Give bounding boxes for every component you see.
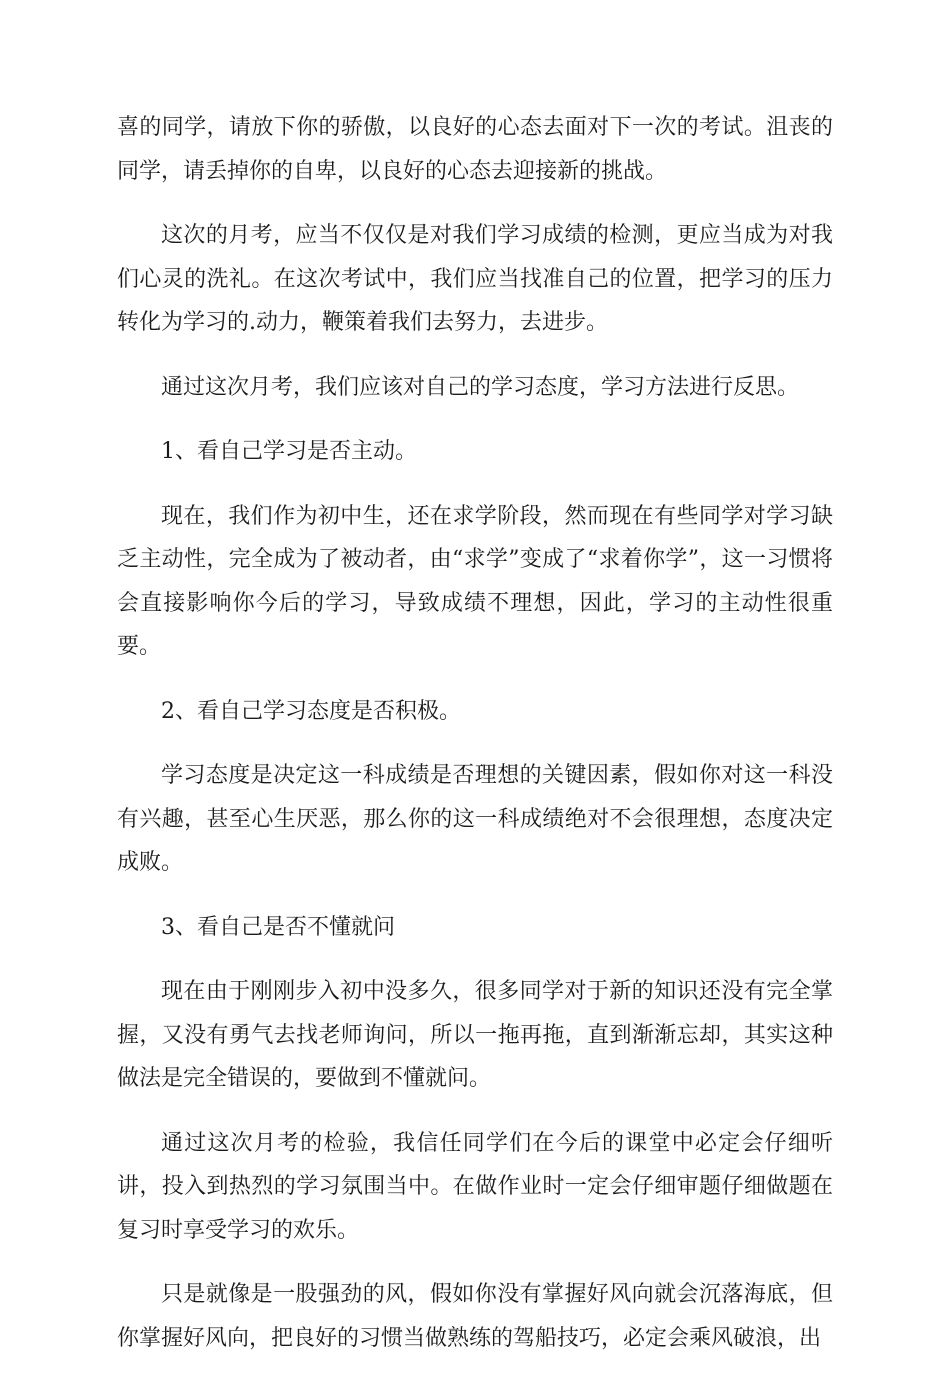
- paragraph-monthly-exam-reflection: 这次的月考，应当不仅仅是对我们学习成绩的检测，更应当成为对我们心灵的洗礼。在这次考试中，我们应当找准自己的位置，把学习的压力转化为学习的.动力，鞭策着我们去努力，去进步。: [117, 223, 833, 335]
- paragraph-continuation: 喜的同学，请放下你的骄傲，以良好的心态去面对下一次的考试。沮丧的同学，请丢掉你的自卑，以良好的心态去迎接新的挑战。: [117, 115, 833, 184]
- paragraph-point-3: 现在由于刚刚步入初中没多久，很多同学对于新的知识还没有完全掌握，又没有勇气去找老师询问，所以一拖再拖，直到渐渐忘却，其实这种做法是完全错误的，要做到不懂就问。: [117, 979, 833, 1091]
- heading-point-2: 2、看自己学习态度是否积极。: [161, 698, 461, 724]
- paragraph-closing: 只是就像是一股强劲的风，假如你没有掌握好风向就会沉落海底，但你掌握好风向，把良好的习惯当做熟练的驾船技巧，必定会乘风破浪，出: [117, 1282, 833, 1351]
- paragraph-introduction: 通过这次月考，我们应该对自己的学习态度，学习方法进行反思。: [161, 374, 800, 400]
- heading-point-1: 1、看自己学习是否主动。: [161, 439, 417, 464]
- paragraph-conclusion: 通过这次月考的检验，我信任同学们在今后的课堂中必定会仔细听讲，投入到热烈的学习氛围当中。在做作业时一定会仔细审题仔细做题在复习时享受学习的欢乐。: [117, 1130, 833, 1243]
- paragraph-point-1: 现在，我们作为初中生，还在求学阶段，然而现在有些同学对学习缺乏主动性，完全成为了被动者，由“求学”变成了“求着你学”，这一习惯将会直接影响你今后的学习，导致成绩不理想，因此，学习的主动性很重要。: [117, 503, 833, 659]
- heading-point-3: 3、看自己是否不懂就问: [161, 914, 395, 940]
- paragraph-point-2: 学习态度是决定这一科成绩是否理想的关键因素，假如你对这一科没有兴趣，甚至心生厌恶，那么你的这一科成绩绝对不会很理想，态度决定成败。: [117, 763, 833, 875]
- document-body: [117, 106, 833, 1381]
